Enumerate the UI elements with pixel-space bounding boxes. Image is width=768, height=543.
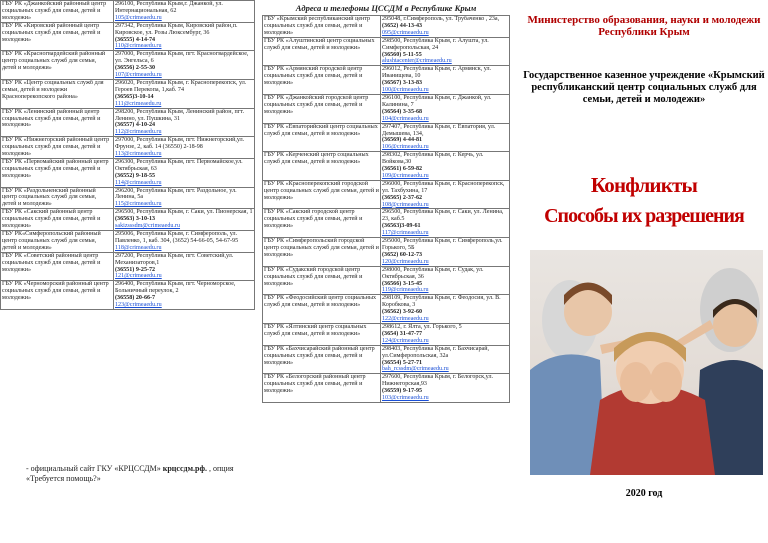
center-name: ГБУ РК «Симферопольский городской центр социальных служб для семьи, детей и молодежи»: [263, 238, 381, 267]
center-phone: (36563) 3-10-13: [115, 216, 156, 223]
center-phone: (36552) 9-18-55: [115, 172, 156, 179]
center-contact: [381, 295, 510, 324]
center-email-link[interactable]: 117@crimeaedu.ru: [382, 230, 429, 237]
center-address: 296200, Республика Крым, пгт. Раздольное, ул. Ленина, 5а: [115, 187, 237, 201]
center-contact: [114, 108, 255, 137]
center-address: 296500, Республика Крым, г. Саки, ул. Пионерская, 1: [115, 209, 253, 216]
center-name: ГБУ РК «Бахчисарайский районный центр социальных служб для семьи, детей и молодежи»: [263, 345, 381, 374]
center-name: ГБУ РК «Феодосийский центр социальных служб для семьи, детей и молодежи»: [263, 295, 381, 324]
website-note: [26, 464, 261, 484]
center-phone: (3654) 31-47-77: [382, 330, 423, 337]
children-conflict-illustration: [530, 250, 763, 475]
center-address: 296400, Республика Крым, пгт. Черноморское, Больничный переулок, 2: [115, 281, 236, 295]
center-name: ГБУ РК «Черноморский районный центр социальных служб для семьи, детей и молодежи»: [1, 281, 114, 310]
directory-row: [1, 51, 255, 80]
center-address: 297342, Республика Крым, Кировский район,п. Кировское, ул. Розы Люксембург, 36: [115, 22, 238, 36]
directory-row: [263, 37, 510, 66]
directory-row: [1, 252, 255, 281]
center-email-link[interactable]: 124@crimeaedu.ru: [382, 337, 429, 344]
center-name: ГБУ РК «Джанкойский районный центр социальных служб для семьи, детей и молодежи»: [1, 1, 114, 23]
center-name: ГБУ РК «Красноперекопский городской центр социальных служб для семьи, детей и молодежи»: [263, 180, 381, 209]
center-name: ГБУ РК «Первомайский районный центр социальных служб для семьи, детей и молодежи»: [1, 158, 114, 187]
center-contact: [381, 238, 510, 267]
directory-row: [263, 238, 510, 267]
center-phone: (36555) 4-14-74: [115, 36, 156, 43]
center-email-link[interactable]: 112@crimeaedu.ru: [115, 129, 162, 136]
center-name: ГБУ РК «Судакский городской центр социальных служб для семьи, детей и молодежи»: [263, 266, 381, 295]
center-contact: [114, 137, 255, 159]
directory-row: [1, 231, 255, 253]
directory-row: [1, 209, 255, 231]
website-note-prefix: - официальный сайт ГКУ «КРЦССДМ»: [26, 464, 161, 473]
directory-row: [1, 187, 255, 209]
directory-row: [1, 108, 255, 137]
center-address: 296012, Республика Крым, г. Армянск, ул. Иванищева, 10: [382, 66, 492, 80]
center-address: 297600, Республика Крым, г. Белогорск,ул. Нижнегорская,93: [382, 374, 494, 388]
directory-row: [263, 152, 510, 181]
website-link[interactable]: крцссдм.рф.: [162, 464, 207, 473]
center-email-link[interactable]: 100@crimeaedu.ru: [382, 87, 429, 94]
center-contact: [381, 152, 510, 181]
center-address: 296500, Республика Крым, г. Саки, ул. Ленина, 23, каб.5: [382, 209, 504, 223]
center-address: 298109, Республика Крым, г. Феодосия, ул. В. Коробкова, 3: [382, 295, 501, 309]
center-address: 298500, Республика Крым, г. Алушта, ул. Симферопольская, 24: [382, 37, 489, 51]
center-contact: [114, 1, 255, 23]
center-address: 295000, Республика Крым, г. Симферополь,ул. Горького, 5Б: [382, 238, 503, 251]
center-phone: (36561) 6-59-82: [382, 166, 423, 173]
center-email-link[interactable]: 114@crimeaedu.ru: [115, 179, 162, 186]
center-email-link[interactable]: 110@crimeaedu.ru: [115, 43, 162, 50]
center-phone: (36558) 20-66-7: [115, 295, 156, 302]
center-email-link[interactable]: 122@crimeaedu.ru: [382, 316, 429, 323]
center-address: 298302, Республика Крым, г. Керчь, ул. Войкова,30: [382, 152, 484, 166]
center-contact: [381, 180, 510, 209]
directory-row: [263, 94, 510, 123]
center-name: ГБУ РК «Евпаторийский центр социальных служб для семьи, детей и молодежи»: [263, 123, 381, 152]
center-name: ГБУ РК «Нижнегорский районный центр социальных служб для семьи, детей и молодежи»: [1, 137, 114, 159]
center-address: 297407, Республика Крым, г. Евпатория, ул. Демышева, 134,: [382, 123, 496, 137]
center-phone: (36565) 2-37-62: [382, 194, 423, 201]
addresses-heading: Адреса и телефоны ЦССДМ в Республике Крым: [295, 3, 477, 13]
center-email-link[interactable]: 105@crimeaedu.ru: [115, 14, 162, 21]
center-phone: (36560) 5-11-55: [382, 51, 422, 58]
center-email-link[interactable]: sakizsssdm@crimeaedu.ru: [115, 223, 181, 230]
center-contact: [114, 22, 255, 51]
center-name: ГБУ РК «Сакский городской центр социальных служб для семьи, детей и молодежи»: [263, 209, 381, 238]
center-contact: [381, 16, 510, 38]
directory-row: [263, 374, 510, 403]
center-phone: (3652) 44-13-43: [382, 22, 423, 29]
center-phone: (3652) 60-12-73: [382, 251, 423, 258]
website-note-suffix: , опция «Требуется помощь?»: [26, 464, 234, 483]
center-contact: [381, 323, 510, 345]
center-email-link[interactable]: bah_rcssdm@crimeaedu.ru: [382, 366, 449, 373]
center-phone: (36565)3-10-14: [115, 93, 154, 100]
directory-row: [1, 281, 255, 310]
center-contact: [381, 94, 510, 123]
center-name: ГБУ РК «Джанкойский городской центр социальных служб для семьи, детей и молодежи»: [263, 94, 381, 123]
center-email-link[interactable]: 107@crimeaedu.ru: [115, 72, 162, 79]
center-email-link[interactable]: 120@crimeaedu.ru: [382, 258, 429, 265]
directory-row: [263, 295, 510, 324]
center-phone: (36551) 9-25-72: [115, 266, 156, 273]
center-email-link[interactable]: 108@crimeaedu.ru: [382, 201, 429, 208]
cover-title: Конфликты: [590, 173, 698, 197]
center-name: ГБУ РК «Ялтинский центр социальных служб для семьи, детей и молодежи»: [263, 323, 381, 345]
center-name: ГБУ РК «Красногвардейский районный центр социальных служб для семьи, детей и молодежи»: [1, 51, 114, 80]
center-address: 295006, Республика Крым, г. Симферополь, ул. Павленко, 1, каб. 304, (3652) 54-66-05, 54-67-95: [115, 231, 239, 244]
center-email-link[interactable]: 121@crimeaedu.ru: [115, 273, 162, 280]
directory-row: [263, 323, 510, 345]
directory-row: [1, 22, 255, 51]
center-phone: (36556) 2-55-30: [115, 65, 156, 72]
cover-photo: [530, 250, 763, 475]
ministry-name: Министерство образования, науки и молодежи Республики Крым: [527, 14, 761, 38]
left-directory-table: [0, 0, 255, 310]
center-email-link[interactable]: 118@crimeaedu.ru: [115, 244, 162, 251]
center-address: 298000, Республика Крым, г. Судак, ул. Октябрьская, 36: [382, 266, 484, 280]
center-name: ГБУ РК «Белогорский районный центр социальных служб для семьи, детей и молодежи»: [263, 374, 381, 403]
year-label: 2020 год: [625, 488, 663, 499]
center-name: ГБУ РК «Ленинский районный центр социальных служб для семьи, детей и молодежи»: [1, 108, 114, 137]
center-address: 298403, Республика Крым, г. Бахчисарай, ул.Симферопольская, 32а: [382, 345, 490, 359]
center-contact: [381, 37, 510, 66]
center-contact: [381, 345, 510, 374]
left-panel: [0, 0, 255, 543]
center-email-link[interactable]: 109@crimeaedu.ru: [382, 172, 429, 179]
center-name: ГБУ РК «Сакский районный центр социальных служб для семьи, детей и молодежи»: [1, 209, 114, 231]
center-contact: [114, 187, 255, 209]
institution-name: Государственное казенное учреждение «Крымский республиканский центр социальных служб для семьи, детей и молодежи»: [523, 70, 765, 105]
center-contact: [114, 252, 255, 281]
directory-row: [263, 345, 510, 374]
center-address: 298200, Республика Крым, Ленинский район, пгт. Ленино, ул. Пушкина, 31: [115, 108, 245, 122]
middle-directory-table: [262, 15, 510, 403]
center-email-link[interactable]: 113@crimeaedu.ru: [115, 151, 162, 158]
directory-row: [1, 1, 255, 23]
center-address: 297000, Республика Крым, пгт. Нижнегорский,ул. Фрунзе, 2, каб. 14 (36550) 2-18-98: [115, 137, 245, 151]
center-phone: (36563)3-09-61: [382, 223, 421, 230]
directory-row: [263, 123, 510, 152]
center-name: ГБУ РК «Центр социальных служб для семьи, детей и молодежи Красноперекопского района»: [1, 79, 114, 108]
center-address: 296100, Республика Крым,г. Джанкой, ул. Интернациональная, 62: [115, 1, 223, 14]
center-address: 297000, Республика Крым, пгт. Красногвардейское, ул. Энгельса, 6: [115, 51, 249, 65]
center-contact: [114, 231, 255, 253]
center-email-link[interactable]: alushtacenter@crimeaedu.ru: [382, 58, 452, 65]
center-address: 298612, г. Ялта, ул. Горького, 5: [382, 323, 462, 330]
center-email-link[interactable]: 123@crimeaedu.ru: [115, 302, 162, 309]
center-name: ГБУ РК «Раздольненский районный центр социальных служб для семьи, детей и молодежи»: [1, 187, 114, 209]
center-phone: (36564) 3-35-68: [382, 108, 423, 115]
center-email-link[interactable]: 103@crimeaedu.ru: [382, 395, 429, 402]
center-address: 296000, Республика Крым, г. Красноперекопск, ул. Тахбухина, 17: [382, 180, 505, 194]
center-phone: (36562) 3-92-60: [382, 309, 423, 316]
center-contact: [381, 123, 510, 152]
center-email-link[interactable]: 104@crimeaedu.ru: [382, 115, 429, 122]
directory-row: [1, 79, 255, 108]
center-name: ГБУ РК«Симферопольский районный центр социальных служб для семьи, детей и молодежи»: [1, 231, 114, 253]
middle-panel: [262, 0, 510, 543]
center-address: 297200, Республика Крым, пгт. Советский,ул. Механизаторов,1: [115, 252, 234, 266]
center-contact: [114, 158, 255, 187]
center-contact: [381, 266, 510, 295]
center-address: 295048, г.Симферополь, ул. Трубаченко , 23а,: [382, 16, 500, 22]
directory-row: [263, 209, 510, 238]
center-name: ГБУ РК «Советский районный центр социальных служб для семьи, детей и молодежи»: [1, 252, 114, 281]
center-phone: (36559) 9-17-95: [382, 388, 423, 395]
middle-directory-body: [263, 16, 510, 403]
center-contact: [114, 209, 255, 231]
center-phone: (36557) 4-10-24: [115, 122, 156, 129]
center-email-link[interactable]: 106@crimeaedu.ru: [382, 144, 429, 151]
center-phone: (36569) 4-44-81: [382, 137, 423, 144]
center-email-link[interactable]: 119@crimeaedu.ru: [382, 287, 429, 294]
center-email-link[interactable]: 095@crimeaedu.ru: [382, 29, 429, 36]
directory-row: [263, 16, 510, 38]
directory-row: [1, 158, 255, 187]
center-contact: [381, 66, 510, 95]
center-name: ГБУ «Крымский республиканский центр социальных служб для семьи, детей и молодежи»: [263, 16, 381, 38]
center-phone: (36566) 3-15-45: [382, 280, 423, 287]
center-phone: (36567) 3-13-83: [382, 80, 423, 87]
center-email-link[interactable]: 115@crimeaedu.ru: [115, 201, 162, 208]
center-email-link[interactable]: 111@crimeaedu.ru: [115, 100, 162, 107]
center-contact: [381, 209, 510, 238]
center-contact: [114, 79, 255, 108]
center-contact: [114, 51, 255, 80]
center-contact: [114, 281, 255, 310]
center-name: ГБУ РК «Кировский районный центр социальных служб для семьи, детей и молодежи»: [1, 22, 114, 51]
directory-row: [263, 266, 510, 295]
directory-row: [1, 137, 255, 159]
directory-row: [263, 66, 510, 95]
center-address: 296300, Республика Крым, пгт. Первомайское,ул. Октябрьская, 63: [115, 158, 243, 172]
center-name: ГБУ РК «Алуштинский центр социальных служб для семьи, детей и молодежи»: [263, 37, 381, 66]
directory-row: [263, 180, 510, 209]
center-address: 296020, Республика Крым, г. Красноперекопск, ул. Героев Перекопа, 1,каб. 74: [115, 79, 247, 93]
center-name: ГБУ РК «Керченский центр социальных служб для семьи, детей и молодежи»: [263, 152, 381, 181]
center-name: ГБУ РК «Армянский городской центр социальных служб для семьи, детей и молодежи»: [263, 66, 381, 95]
cover-panel: [520, 0, 768, 543]
cover-subtitle: Способы их разрешения: [544, 205, 744, 227]
left-directory-body: [1, 1, 255, 310]
center-phone: (36554) 5-27-71: [382, 359, 423, 366]
center-address: 296100, Республика Крым, г. Джанкой, ул. Калинина, 7: [382, 94, 492, 108]
center-contact: [381, 374, 510, 403]
